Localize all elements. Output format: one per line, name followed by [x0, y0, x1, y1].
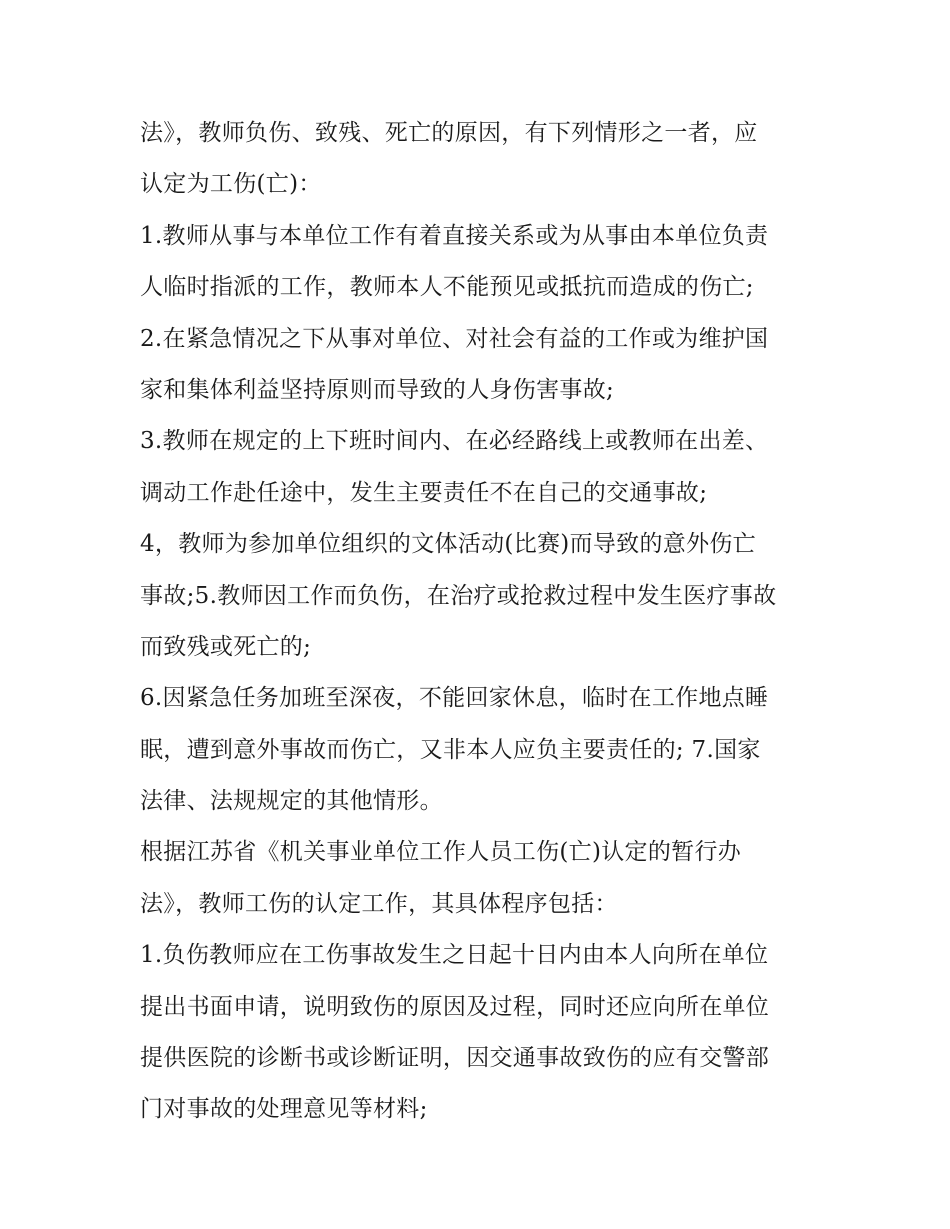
text-line: 认定为工伤(亡)： [140, 171, 322, 198]
text-line: 家和集体利益坚持原则而导致的人身伤害事故; [140, 376, 615, 403]
text-line: 法》，教师工伤的认定工作，其具体程序包括： [140, 890, 618, 917]
document-body [140, 108, 820, 1136]
text-line: 眠，遭到意外事故而伤亡，又非本人应负主要责任的; 7.国家 [140, 736, 761, 763]
text-line: 事故;5.教师因工作而负伤，在治疗或抢救过程中发生医疗事故 [140, 582, 777, 609]
text-line: 根据江苏省《机关事业单位工作人员工伤(亡)认定的暂行办 [140, 839, 742, 866]
text-line: 法律、法规规定的其他情形。 [140, 788, 443, 815]
text-line: 门对事故的处理意见等材料; [140, 1096, 428, 1123]
text-line: 提出书面申请，说明致伤的原因及过程，同时还应向所在单位 [140, 993, 770, 1020]
text-line: 3.教师在规定的上下班时间内、在必经路线上或教师在出差、 [140, 428, 769, 455]
text-line: 人临时指派的工作，教师本人不能预见或抵抗而造成的伤亡; [140, 274, 754, 301]
text-line: 6.因紧急任务加班至深夜，不能回家休息，临时在工作地点睡 [140, 685, 769, 712]
text-line: 1.教师从事与本单位工作有着直接关系或为从事由本单位负责 [140, 222, 769, 249]
text-line: 法》，教师负伤、致残、死亡的原因，有下列情形之一者，应 [140, 120, 758, 146]
text-line: 而致残或死亡的; [140, 633, 312, 660]
text-line: 2.在紧急情况之下从事对单位、对社会有益的工作或为维护国 [140, 325, 769, 352]
text-line: 4，教师为参加单位组织的文体活动(比赛)而导致的意外伤亡 [140, 531, 756, 558]
text-line: 提供医院的诊断书或诊断证明，因交通事故致伤的应有交警部 [140, 1045, 770, 1072]
text-line: 调动工作赴任途中，发生主要责任不在自己的交通事故; [140, 479, 708, 506]
text-line: 1.负伤教师应在工伤事故发生之日起十日内由本人向所在单位 [140, 942, 769, 969]
